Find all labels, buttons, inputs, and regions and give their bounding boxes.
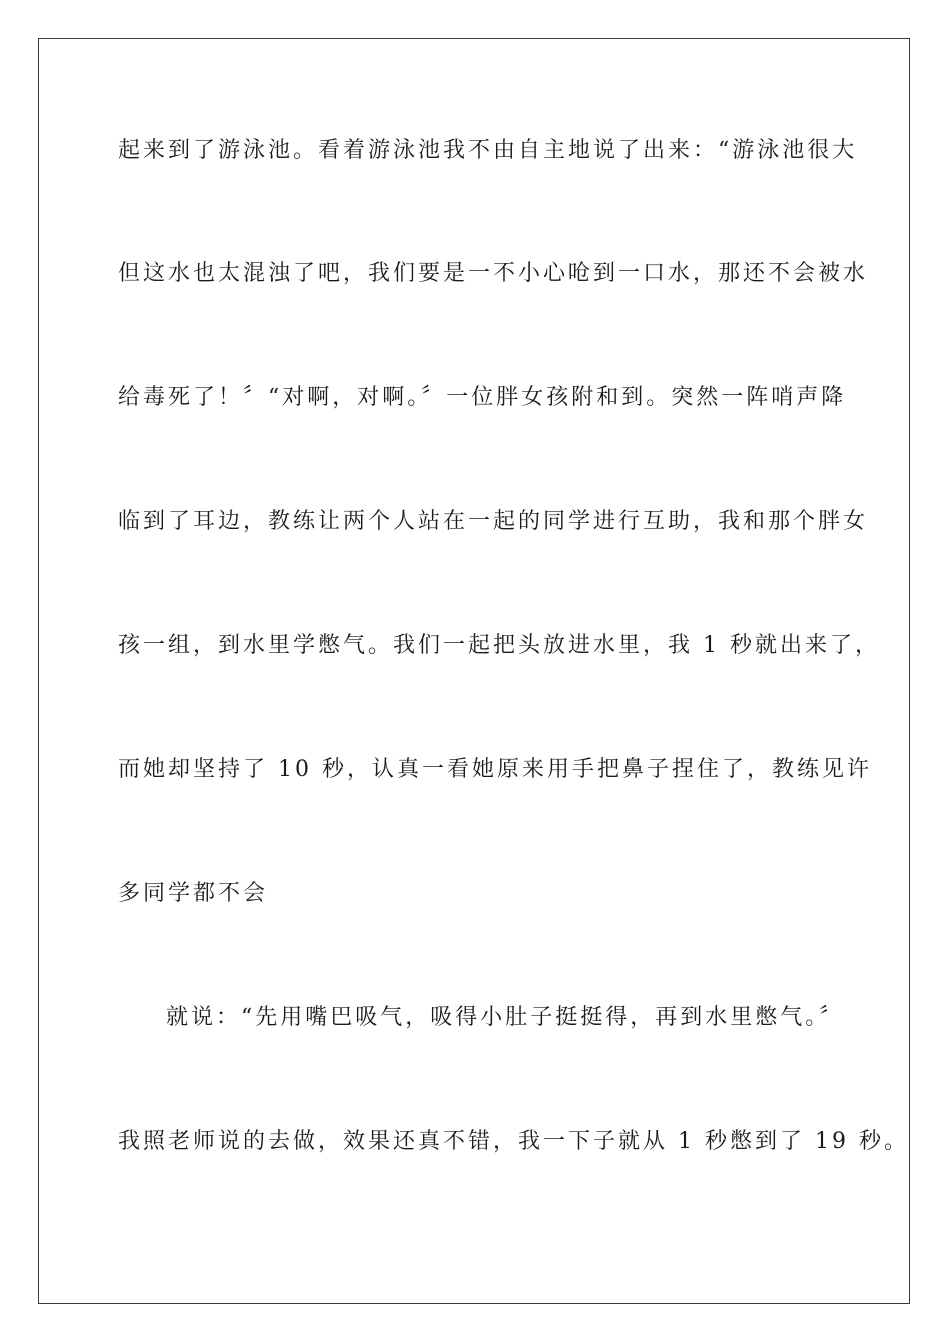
text-line-7: 多同学都不会 xyxy=(118,881,269,906)
text-line-8: 就说：“先用嘴巴吸气，吸得小肚子挺挺得，再到水里憋气。〞 xyxy=(166,1005,845,1030)
text-line-5: 孩一组，到水里学憋气。我们一起把头放进水里，我 1 秒就出来了， xyxy=(118,633,880,658)
page-border xyxy=(38,38,910,1304)
text-line-3: 给毒死了！〞“对啊，对啊。〞一位胖女孩附和到。突然一阵哨声降 xyxy=(118,385,847,410)
text-line-9: 我照老师说的去做，效果还真不错，我一下子就从 1 秒憋到了 19 秒。 xyxy=(118,1129,909,1154)
text-line-4: 临到了耳边，教练让两个人站在一起的同学进行互助，我和那个胖女 xyxy=(118,509,869,534)
text-line-6: 而她却坚持了 10 秒，认真一看她原来用手把鼻子捏住了，教练见许 xyxy=(118,757,872,782)
text-line-2: 但这水也太混浊了吧，我们要是一不小心呛到一口水，那还不会被水 xyxy=(118,261,869,286)
text-line-1: 起来到了游泳池。看着游泳池我不由自主地说了出来：“游泳池很大 xyxy=(118,138,858,163)
